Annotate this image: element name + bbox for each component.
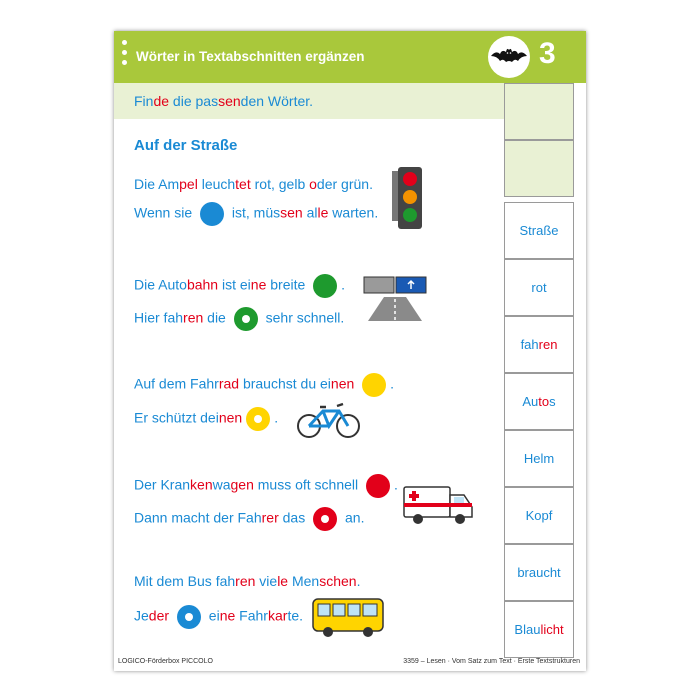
bicycle-icon — [296, 401, 362, 441]
sentence-6: Er schützt deinen . — [134, 407, 278, 431]
highway-icon — [358, 273, 432, 323]
footer-right: 3359 – Lesen · Vom Satz zum Text · Erste Textstrukturen — [403, 658, 580, 665]
blank-dot-red[interactable] — [366, 474, 390, 498]
answer-column — [504, 83, 586, 645]
instruction-bar — [114, 83, 504, 119]
section-title: Auf der Straße — [134, 137, 238, 154]
blank-ring-yellow[interactable] — [246, 407, 270, 431]
sentence-10: Jeder eine Fahrkarte. — [134, 605, 303, 629]
bus-icon — [310, 595, 386, 639]
sentence-7: Der Krankenwagen muss oft schnell . — [134, 474, 398, 498]
sentence-3: Die Autobahn ist eine breite . — [134, 274, 345, 298]
sentence-5: Auf dem Fahrrad brauchst du einen . — [134, 373, 394, 397]
answer-card[interactable]: rot — [504, 259, 574, 316]
answer-card[interactable]: fah ren — [504, 316, 574, 373]
sentence-8: Dann macht der Fahrer das an. — [134, 507, 364, 531]
answer-card[interactable]: Blau licht — [504, 601, 574, 658]
sentence-2: Wenn sie ist, müssen alle warten. — [134, 202, 378, 226]
blank-dot-blue[interactable] — [200, 202, 224, 226]
answer-card[interactable]: braucht — [504, 544, 574, 601]
footer-left: LOGICO-Förderbox PICCOLO — [118, 658, 213, 665]
blank-ring-blue[interactable] — [177, 605, 201, 629]
answer-card[interactable]: Au to s — [504, 373, 574, 430]
sentence-4: Hier fahren die sehr schnell. — [134, 307, 344, 331]
answer-card[interactable]: Kopf — [504, 487, 574, 544]
answer-slot-empty[interactable] — [504, 140, 574, 197]
blank-dot-yellow[interactable] — [362, 373, 386, 397]
answer-card[interactable]: Straße — [504, 202, 574, 259]
sheet-number: 3 — [539, 37, 556, 70]
page-title: Wörter in Textabschnitten ergänzen — [136, 49, 365, 64]
blank-ring-red[interactable] — [313, 507, 337, 531]
blank-ring-green[interactable] — [234, 307, 258, 331]
bat-badge — [488, 36, 530, 78]
traffic-light-icon — [390, 165, 430, 235]
worksheet-card — [114, 31, 586, 671]
instruction-text: Finde die passenden Wörter. — [134, 93, 314, 109]
blank-dot-green[interactable] — [313, 274, 337, 298]
ambulance-icon — [402, 481, 476, 527]
answer-card[interactable]: Helm — [504, 430, 574, 487]
sentence-1: Die Ampel leuchtet rot, gelb oder grün. — [134, 176, 373, 192]
bat-icon — [488, 36, 530, 78]
sentence-9: Mit dem Bus fahren viele Menschen. — [134, 573, 361, 589]
answer-slot-empty[interactable] — [504, 83, 574, 140]
header-bar — [114, 31, 586, 83]
dots-decoration — [122, 40, 128, 70]
